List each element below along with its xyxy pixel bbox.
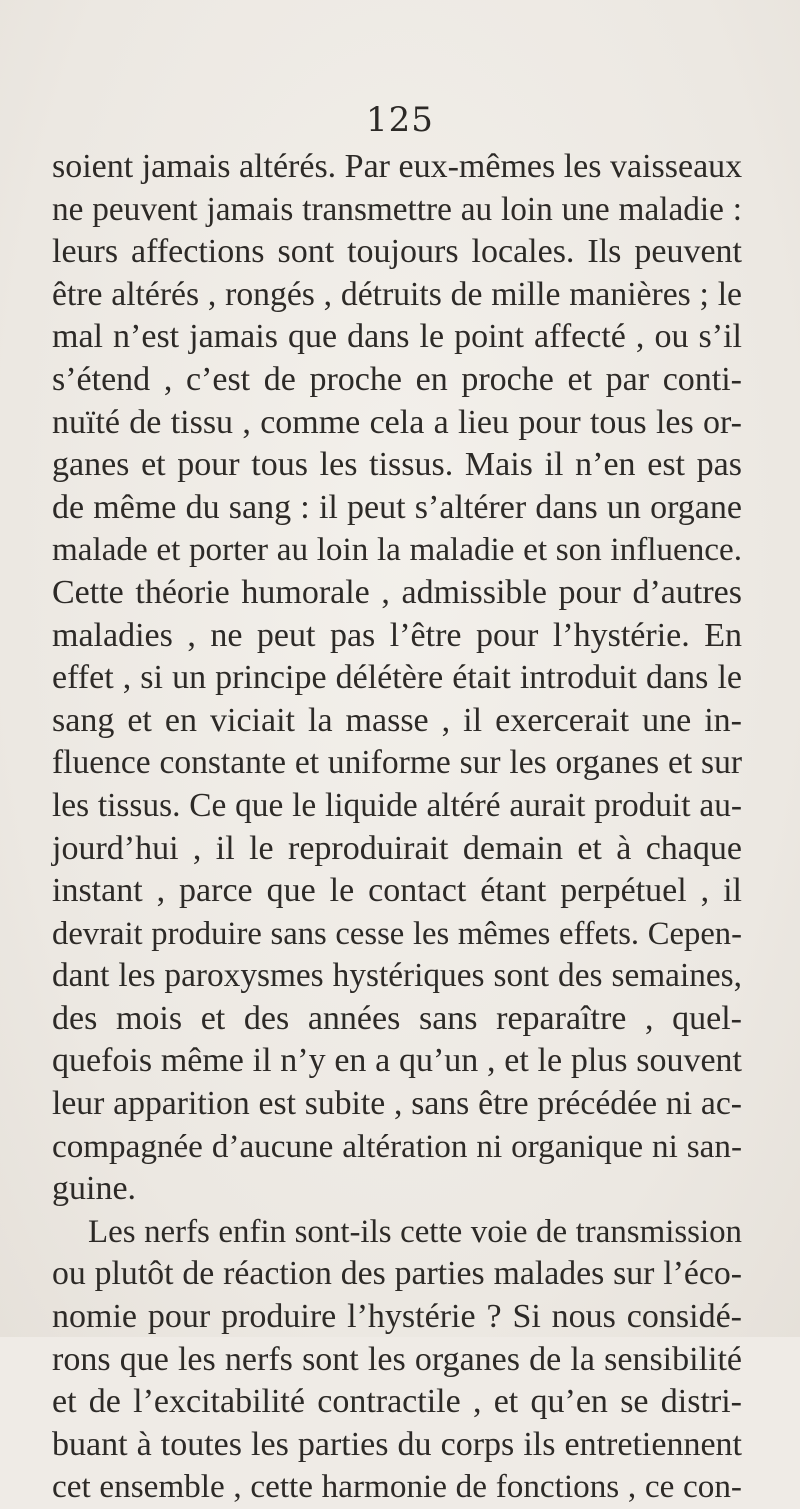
text-line: leurs affections sont toujours locales. Ils peuvent	[52, 233, 742, 271]
text-line-paragraph-start: Les nerfs enfin sont-ils cette voie de transmission	[88, 1213, 742, 1250]
text-line: rons que les nerfs sont les organes de la sensibilité	[52, 1340, 742, 1378]
text-line: mal n’est jamais que dans le point affecté , ou s’il	[52, 318, 742, 356]
text-line: fluence constante et uniforme sur les organes et sur	[52, 744, 742, 782]
text-line: les tissus. Ce que le liquide altéré aurait produit au-	[52, 786, 742, 824]
text-line: de même du sang : il peut s’altérer dans un organe	[52, 488, 742, 526]
text-line: nuïté de tissu , comme cela a lieu pour tous les or-	[52, 403, 742, 441]
text-line: effet , si un principe délétère était introduit dans le	[52, 659, 742, 697]
body-text	[52, 146, 742, 1509]
text-line: compagnée d’aucune altération ni organique ni san-	[52, 1127, 742, 1165]
text-line: ne peuvent jamais transmettre au loin une maladie :	[52, 190, 742, 228]
text-line: devrait produire sans cesse les mêmes effets. Cepen-	[52, 915, 742, 952]
text-line: nomie pour produire l’hystérie ? Si nous considé-	[52, 1298, 742, 1336]
text-line: instant , parce que le contact étant perpétuel , il	[52, 872, 742, 910]
text-line: cet ensemble , cette harmonie de fonctions , ce con-	[52, 1468, 742, 1506]
text-line: des mois et des années sans reparaître , quel-	[52, 999, 742, 1037]
text-line: être altérés , rongés , détruits de mille manières ; le	[52, 275, 742, 313]
text-line: leur apparition est subite , sans être précédée ni ac-	[52, 1085, 742, 1123]
text-line: s’étend , c’est de proche en proche et par conti-	[52, 360, 742, 398]
page-number: 125	[366, 100, 434, 140]
text-line: ou plutôt de réaction des parties malades sur l’éco-	[52, 1255, 742, 1293]
text-line: quefois même il n’y en a qu’un , et le plus souvent	[52, 1042, 742, 1080]
text-line-paragraph-end: guine.	[52, 1170, 137, 1208]
text-line: jourd’hui , il le reproduirait demain et à chaque	[52, 829, 742, 867]
text-line: buant à toutes les parties du corps ils entretiennent	[52, 1425, 742, 1463]
text-line: maladies , ne peut pas l’être pour l’hystérie. En	[52, 616, 742, 654]
text-line: dant les paroxysmes hystériques sont des semaines,	[52, 957, 742, 995]
text-line: soient jamais altérés. Par eux-mêmes les vaisseaux	[52, 148, 743, 185]
text-line: et de l’excitabilité contractile , et qu’en se distri-	[52, 1383, 742, 1421]
text-line: sang et en viciait la masse , il exercerait une in-	[52, 701, 742, 739]
text-line: ganes et pour tous les tissus. Mais il n’en est pas	[52, 446, 742, 484]
text-line: Cette théorie humorale , admissible pour d’autres	[52, 573, 742, 611]
text-line: malade et porter au loin la maladie et son influence.	[52, 531, 742, 569]
